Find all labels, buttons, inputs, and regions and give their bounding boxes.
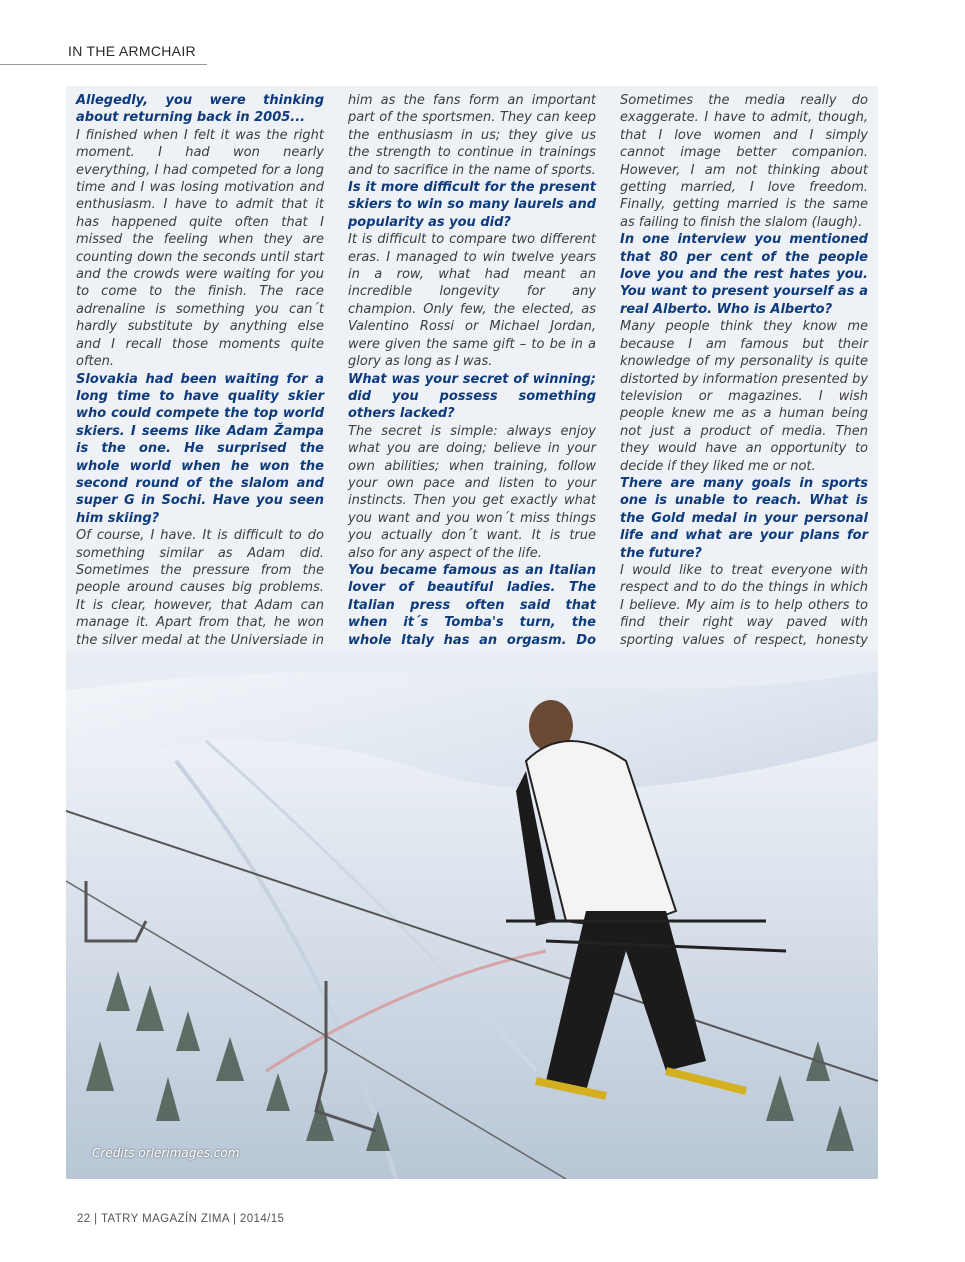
article-column-1 (76, 92, 324, 701)
article-column-2 (348, 92, 596, 684)
article-column-3 (620, 92, 868, 666)
section-title: IN THE ARMCHAIR (68, 43, 196, 59)
question: There are many goals in sports one is unable to reach. What is the Gold medal in your personal life and what are your plans for the future? (620, 475, 868, 561)
question: In one interview you mentioned that 80 per cent of the people love you and the rest hates you. You want to present yourself as a real Alberto. Who is Alberto? (620, 232, 868, 317)
answer: him as the fans form an important part of the sportsmen. They can keep the enthusiasm in us; they give us the strength to continue in trainings and to sacrifice in the name of sports. (348, 93, 596, 178)
answer: I finished when I felt it was the right moment. I had won nearly everything, I had competed for a long time and I was losing motivation and enthusiasm. I have to admit that it has happened quite often that I missed the feeling when they are counting down the seconds until start and the crowds were waiting for you to come to the finish. The race adrenaline is something you can´t hardly substitute by anything else and I recall those moments quite often. (76, 127, 324, 370)
page-footer: 22 | TATRY MAGAZÍN ZIMA | 2014/15 (77, 1213, 285, 1225)
skier-photo (66, 651, 878, 1179)
answer: Of course, I have. It is difficult to do something similar as Adam did. Sometimes the pressure from the people around causes big problems. It is clear, however, that Adam can manage it. Apart from that, he won the silver medal at the Universiade in (76, 528, 324, 648)
answer: It is difficult to compare two different eras. I managed to win twelve years in a row, what had meant an incredible longevity for any champion. Only few, the elected, as Valentino Rossi or Michael Jordan, were given the same gift – to be in a glory as long as I was. (348, 232, 596, 370)
question: You became famous as an Italian lover of beautiful ladies. The Italian press often said that when it´s Tomba's turn, the whole Italy has an orgasm. Do (348, 562, 596, 648)
question: Allegedly, you were thinking about returning back in 2005... (76, 93, 324, 126)
ski-slope-illustration (66, 651, 878, 1179)
answer: Sometimes the media really do exaggerate. I have to admit, though, that I love women and I simply cannot image better companion. However, I am not thinking about getting married, I love freedom. Finally, getting married is the same as failing to finish the slalom (laugh). (620, 93, 868, 230)
answer: I would like to treat everyone with respect and to do the things in which I believe. My aim is to help others to find their right way paved with sporting values of respect, honesty (620, 562, 868, 648)
answer: Many people think they know me because I am famous but their knowledge of my personality is quite distorted by information presented by television or magazines. I wish people knew me as a human being not just a product of media. Then they would have an opportunity to decide if they liked me or not. (620, 319, 869, 474)
section-header (0, 40, 207, 65)
question: Slovakia had been waiting for a long time to have quality skier who could compete the top world skiers. I seems like Adam Žampa is the one. He surprised the whole world when he won the second round of the slalom and super G in Sochi. Have you seen him skiing? (76, 371, 324, 526)
question: Is it more difficult for the present skiers to win so many laurels and popularity as you did? (348, 180, 596, 230)
photo-credits: Credits orlerimages.com (92, 1146, 240, 1160)
question: What was your secret of winning; did you possess something others lacked? (348, 371, 596, 422)
answer: The secret is simple: always enjoy what you are doing; believe in your own abilities; when training, follow your own pace and listen to your instincts. Then you get exactly what you want and you won´t miss things you actually don´t want. It is true also for any aspect of the life. (348, 423, 596, 561)
